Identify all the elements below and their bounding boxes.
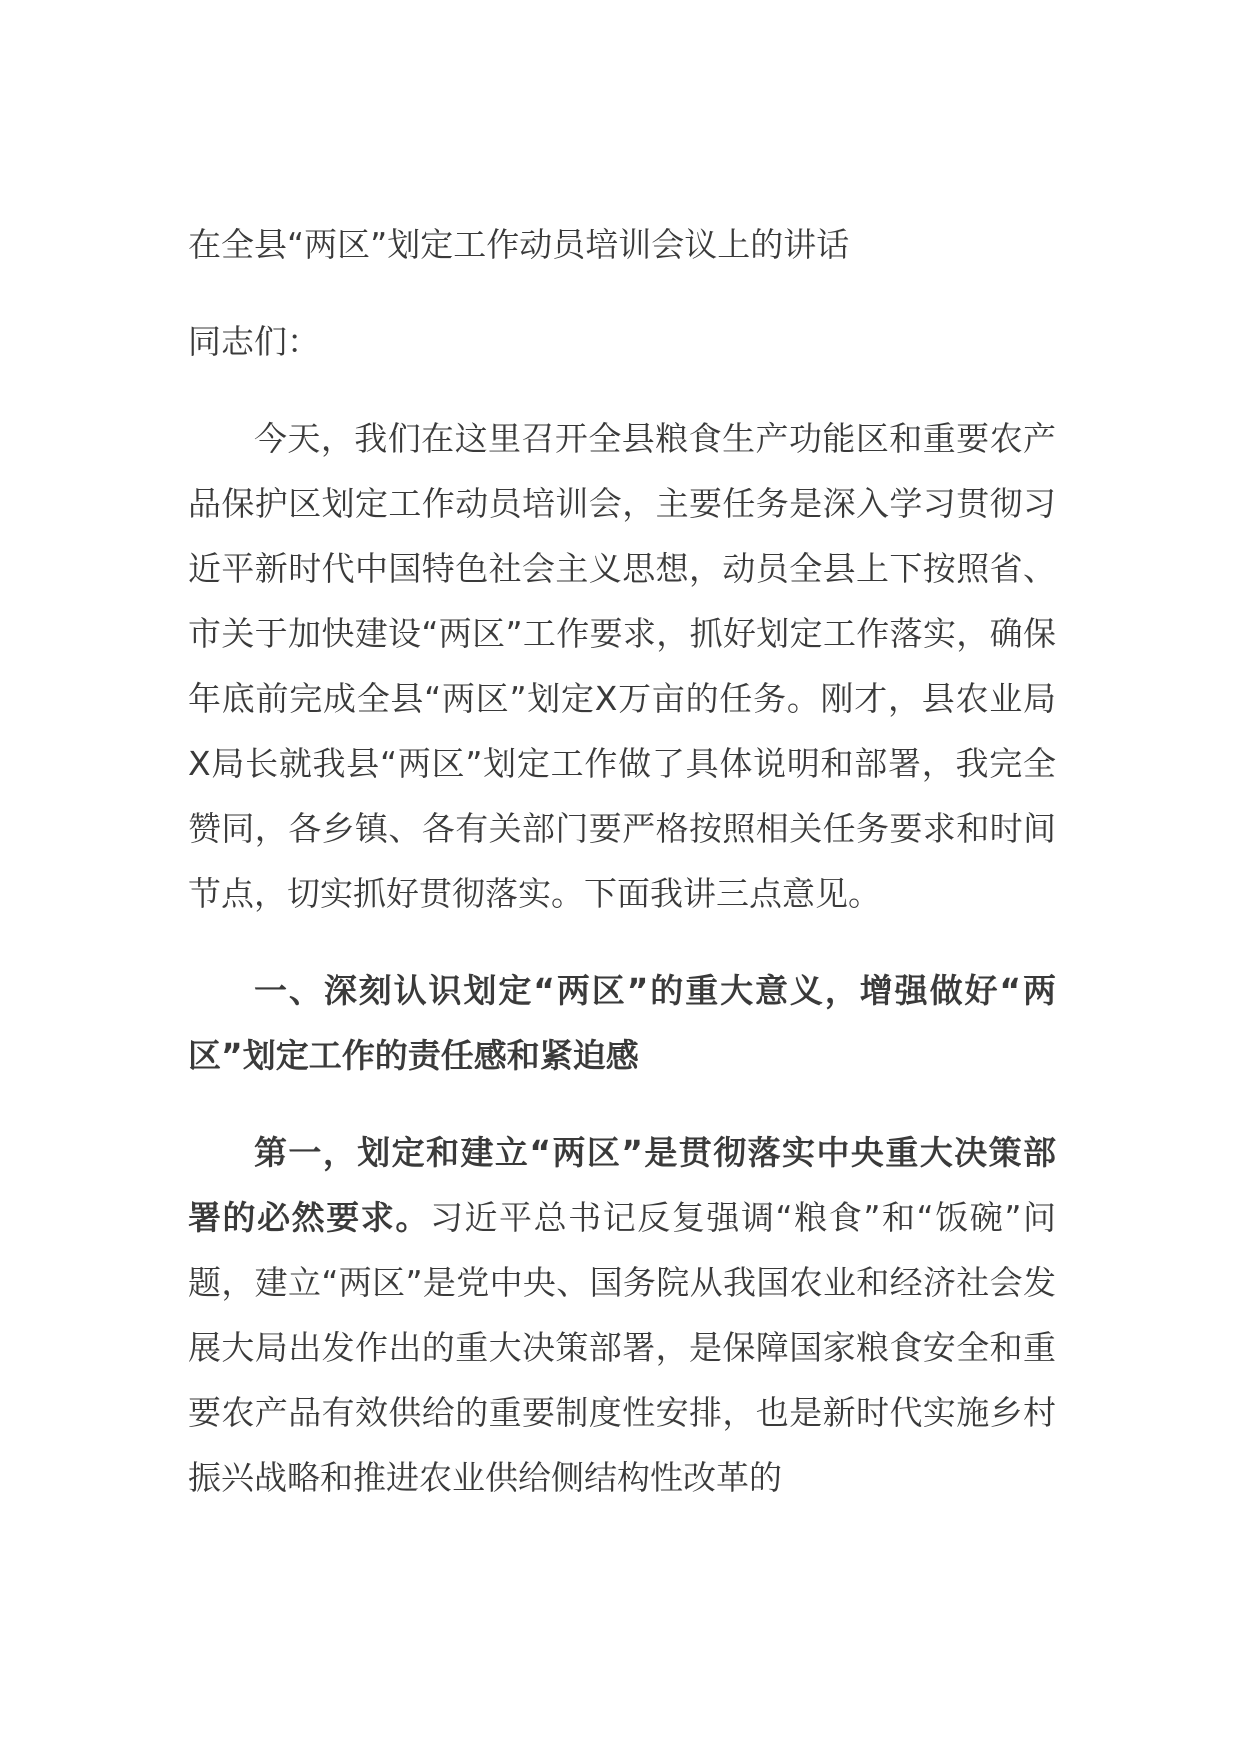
document-title: 在全县“两区”划定工作动员培训会议上的讲话	[188, 225, 850, 264]
salutation: 同志们：	[188, 322, 320, 361]
point-1-lead: 第一，划定和建立“两区”是贯彻落实中央重大决策部署的必然要求。	[188, 1133, 1056, 1237]
point-1-body: 习近平总书记反复强调“粮食”和“饭碗”问题，建立“两区”是党中央、国务院从我国农业和经济社会发展大局出发作出的重大决策部署，是保障国家粮食安全和重要农产品有效供给的重要制度性安排，也是新时代实施乡村振兴战略和推进农业供给侧结构性改革的	[188, 1198, 1056, 1497]
intro-paragraph: 今天，我们在这里召开全县粮食生产功能区和重要农产品保护区划定工作动员培训会，主要任务是深入学习贯彻习近平新时代中国特色社会主义思想，动员全县上下按照省、市关于加快建设“两区”工作要求，抓好划定工作落实，确保年底前完成全县“两区”划定X万亩的任务。刚才，县农业局X局长就我县“两区”划定工作做了具体说明和部署，我完全赞同，各乡镇、各有关部门要严格按照相关任务要求和时间节点，切实抓好贯彻落实。下面我讲三点意见。	[188, 419, 1056, 913]
document-body	[188, 212, 1056, 1542]
point-1-paragraph	[188, 1120, 1056, 1510]
section-heading-1: 一、深刻认识划定“两区”的重大意义，增强做好“两区”划定工作的责任感和紧迫感	[188, 971, 1056, 1075]
